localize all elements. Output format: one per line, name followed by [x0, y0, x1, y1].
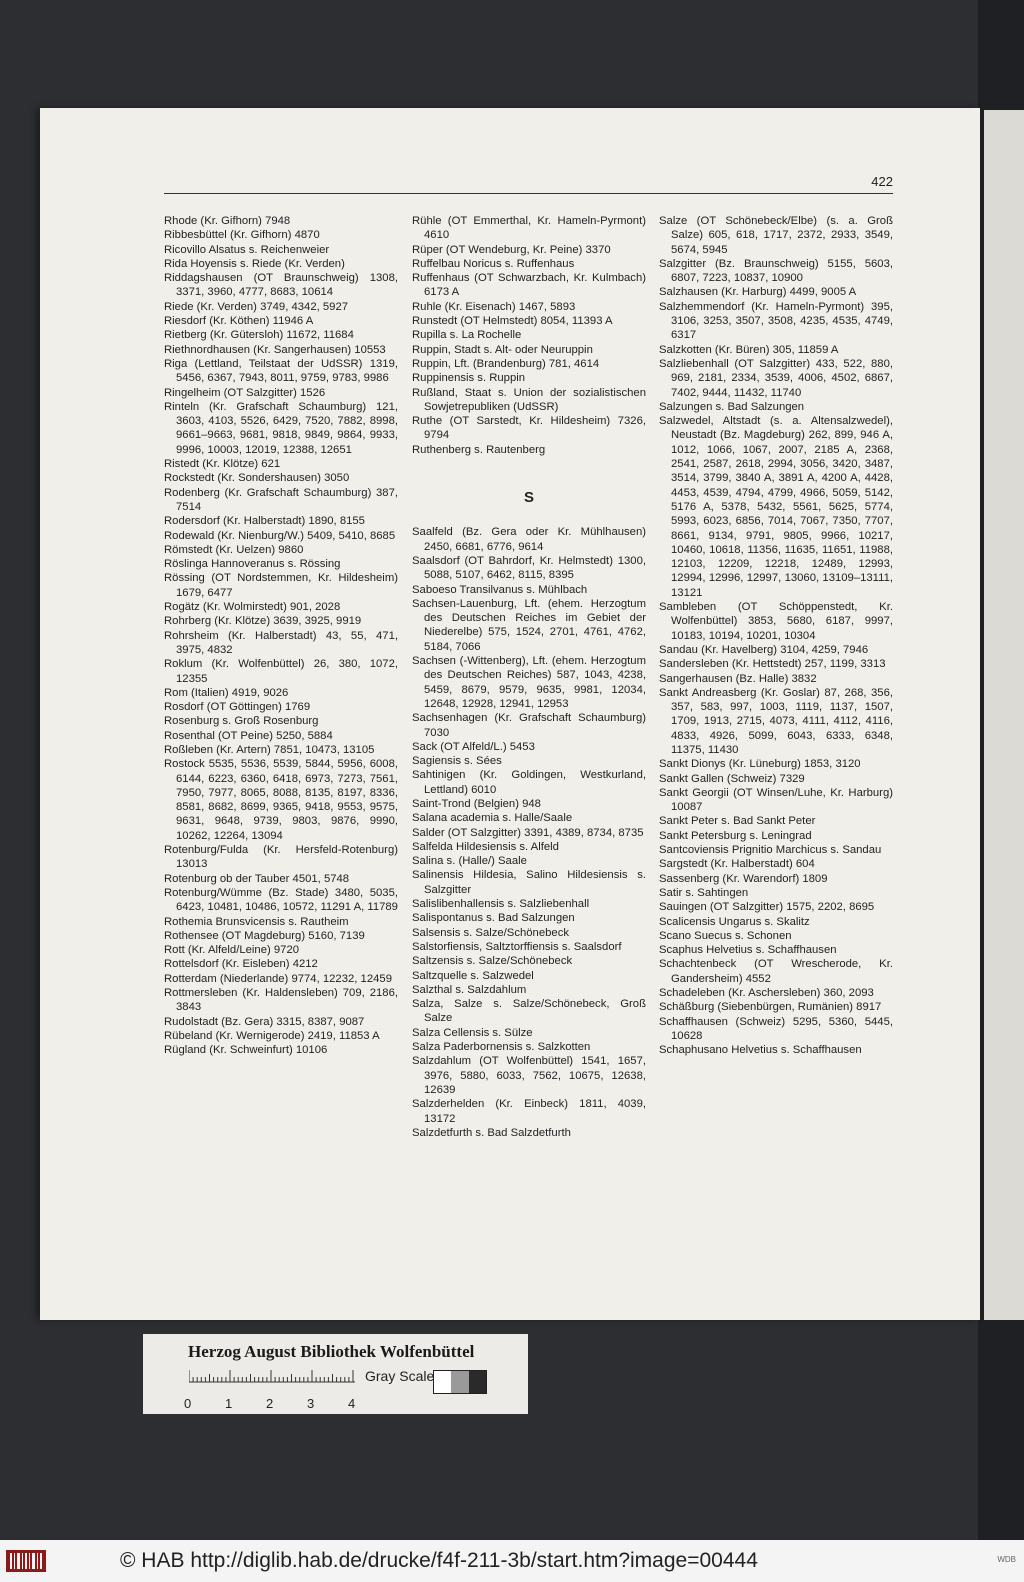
index-entry: Salzliebenhall (OT Salzgitter) 433, 522, 880, 969, 2181, 2334, 3539, 4006, 4502, 6867, 7402, 9444, 11432, 11740	[659, 357, 893, 399]
index-column-1	[164, 214, 398, 1058]
index-entry: Salzthal s. Salzdahlum	[412, 983, 527, 996]
index-entry: Salze (OT Schönebeck/Elbe) (s. a. Groß Salze) 605, 618, 1717, 2372, 2933, 3549, 5674, 5945	[659, 215, 893, 256]
index-entry: Sandersleben (Kr. Hettstedt) 257, 1199, 3313	[659, 658, 886, 671]
gray-swatch	[434, 1371, 451, 1393]
index-entry: Ruhle (Kr. Eisenach) 1467, 5893	[412, 300, 576, 313]
index-entry: Ruppinensis s. Ruppin	[412, 372, 526, 385]
index-entry: Salislibenhallensis s. Salzliebenhall	[412, 898, 590, 911]
index-entry: Saltzensis s. Salze/Schönebeck	[412, 955, 573, 968]
ruler-number: 3	[307, 1396, 315, 1411]
index-entry: Rotenburg/Wümme (Bz. Stade) 3480, 5035, 6423, 10481, 10486, 10572, 11291 A, 11789	[164, 886, 398, 914]
footer-mark: WDB	[997, 1555, 1016, 1564]
index-entry: Sachsenhagen (Kr. Grafschaft Schaumburg) 7030	[412, 712, 646, 739]
index-entry: Rotenburg ob der Tauber 4501, 5748	[164, 872, 350, 885]
index-entry: Salzderhelden (Kr. Einbeck) 1811, 4039, 13172	[412, 1098, 646, 1125]
index-entry: Rotenburg/Fulda (Kr. Hersfeld-Rotenburg) 13013	[164, 844, 398, 871]
index-column-3	[659, 214, 893, 1058]
index-entry: Sankt Gallen (Schweiz) 7329	[659, 772, 805, 785]
gray-scale-label: Gray Scale	[365, 1368, 435, 1384]
index-entry: Schaffhausen (Schweiz) 5295, 5360, 5445, 10628	[659, 1015, 893, 1042]
index-entry: Salispontanus s. Bad Salzungen	[412, 912, 575, 925]
index-entry: Rübeland (Kr. Wernigerode) 2419, 11853 A	[164, 1029, 380, 1042]
index-entry: Sambleben (OT Schöppenstedt, Kr. Wolfenbüttel) 3853, 5680, 6187, 9997, 10183, 10194, 10201, 10304	[659, 601, 893, 642]
index-entry: Rügland (Kr. Schweinfurt) 10106	[164, 1044, 328, 1057]
index-entry: Saint-Trond (Belgien) 948	[412, 797, 541, 810]
index-entry: Sagiensis s. Sées	[412, 755, 502, 768]
index-entry: Ruppin, Lft. (Brandenburg) 781, 4614	[412, 357, 600, 370]
index-entry: Rodenberg (Kr. Grafschaft Schaumburg) 387, 7514	[164, 486, 398, 513]
index-entry: Sankt Dionys (Kr. Lüneburg) 1853, 3120	[659, 758, 861, 771]
index-entry: Riddagshausen (OT Braunschweig) 1308, 3371, 3960, 4777, 8683, 10614	[164, 272, 398, 299]
index-entry: Salzhausen (Kr. Harburg) 4499, 9005 A	[659, 286, 857, 299]
index-entry: Rottmersleben (Kr. Haldensleben) 709, 2186, 3843	[164, 987, 398, 1014]
index-entry: Salstorfiensis, Saltztorffiensis s. Saalsdorf	[412, 940, 622, 953]
gray-scale-card	[143, 1334, 528, 1414]
index-entry: Rodewald (Kr. Nienburg/W.) 5409, 5410, 8685	[164, 529, 396, 542]
index-entry: Ringelheim (OT Salzgitter) 1526	[164, 386, 326, 399]
scale-ruler	[189, 1370, 355, 1392]
index-entry: Rotterdam (Niederlande) 9774, 12232, 12459	[164, 972, 392, 985]
index-entry: Rohrsheim (Kr. Halberstadt) 43, 55, 471, 3975, 4832	[164, 629, 398, 656]
index-entry: Schadeleben (Kr. Aschersleben) 360, 2093	[659, 987, 874, 1000]
index-entry: Ruthe (OT Sarstedt, Kr. Hildesheim) 7326, 9794	[412, 415, 646, 442]
hab-barcode-logo-icon	[6, 1550, 46, 1572]
index-entry: Riede (Kr. Verden) 3749, 4342, 5927	[164, 300, 349, 313]
index-entry: Salza, Salze s. Salze/Schönebeck, Groß Salze	[412, 998, 646, 1025]
index-entry: Rostock 5535, 5536, 5539, 5844, 5956, 6008, 6144, 6223, 6360, 6418, 6973, 7273, 7561, 7950, 7977, 8065, 8088, 8135, 8197, 8336, 8581, 8682, 8699, 9365, 9418, 9553, 9575, 9631, 9648, 9739, 9803, 9876, 9990, 10262, 12264, 13094	[164, 758, 398, 842]
index-entry: Schachtenbeck (OT Wrescherode, Kr. Gandersheim) 4552	[659, 958, 893, 985]
index-entry: Rothensee (OT Magdeburg) 5160, 7139	[164, 929, 365, 942]
index-entry: Saltzquelle s. Salzwedel	[412, 969, 534, 982]
index-entry: Sankt Petersburg s. Leningrad	[659, 829, 812, 842]
index-entry: Salinensis Hildesia, Salino Hildesiensis s. Salzgitter	[412, 869, 646, 896]
index-entry: Sangerhausen (Bz. Halle) 3832	[659, 672, 817, 685]
index-entry: Rupilla s. La Rochelle	[412, 329, 522, 342]
index-entry: Schäßburg (Siebenbürgen, Rumänien) 8917	[659, 1001, 882, 1014]
index-entry: Sassenberg (Kr. Warendorf) 1809	[659, 872, 828, 885]
index-entry: Rott (Kr. Alfeld/Leine) 9720	[164, 944, 300, 957]
index-entry: Schaphusano Helvetius s. Schaffhausen	[659, 1044, 862, 1057]
index-entry: Salder (OT Salzgitter) 3391, 4389, 8734, 8735	[412, 826, 644, 839]
index-entry: Sankt Peter s. Bad Sankt Peter	[659, 815, 816, 828]
ruler-number: 4	[348, 1396, 356, 1411]
gray-scale-swatches	[433, 1370, 487, 1394]
index-entry: Rühle (OT Emmerthal, Kr. Hameln-Pyrmont) 4610	[412, 215, 646, 242]
index-entry: Satir s. Sahtingen	[659, 886, 749, 899]
index-entry: Ricovillo Alsatus s. Reichenweier	[164, 243, 330, 256]
index-entry: Rida Hoyensis s. Riede (Kr. Verden)	[164, 257, 345, 270]
index-entry: Sahtinigen (Kr. Goldingen, Westkurland, Lettland) 6010	[412, 769, 646, 796]
ruler-number: 0	[184, 1396, 192, 1411]
index-entry: Scaphus Helvetius s. Schaffhausen	[659, 944, 837, 957]
index-entry: Rüper (OT Wendeburg, Kr. Peine) 3370	[412, 243, 611, 256]
index-entry: Rockstedt (Kr. Sondershausen) 3050	[164, 472, 350, 485]
index-entry: Rosdorf (OT Göttingen) 1769	[164, 701, 311, 714]
index-entry: Salzhemmendorf (Kr. Hameln-Pyrmont) 395, 3106, 3253, 3507, 3508, 4235, 4535, 4749, 6317	[659, 300, 893, 342]
index-entry: Rhode (Kr. Gifhorn) 7948	[164, 215, 291, 227]
index-entry: Sachsen (-Wittenberg), Lft. (ehem. Herzogtum des Deutschen Reiches) 587, 1043, 4238, 5459, 8679, 9579, 9635, 9981, 12034, 12648, 12928, 12941, 12953	[412, 655, 646, 710]
index-entry: Salzkotten (Kr. Büren) 305, 11859 A	[659, 343, 839, 356]
header-rule	[164, 193, 893, 194]
index-entry: Rietberg (Kr. Gütersloh) 11672, 11684	[164, 329, 354, 342]
index-entry: Ruffelbau Noricus s. Ruffenhaus	[412, 257, 575, 270]
index-entry: Runstedt (OT Helmstedt) 8054, 11393 A	[412, 315, 613, 328]
index-entry: Saalfeld (Bz. Gera oder Kr. Mühlhausen) 2450, 6681, 6776, 9614	[412, 526, 646, 553]
index-entry: Riesdorf (Kr. Köthen) 11946 A	[164, 315, 314, 328]
index-entry: Salfelda Hildesiensis s. Alfeld	[412, 840, 559, 853]
index-entry: Saboeso Transilvanus s. Mühlbach	[412, 583, 588, 596]
index-entry: Salzdetfurth s. Bad Salzdetfurth	[412, 1126, 571, 1139]
ruler-number: 1	[225, 1396, 233, 1411]
index-entry: Rosenburg s. Groß Rosenburg	[164, 715, 319, 728]
index-entry: Sauingen (OT Salzgitter) 1575, 2202, 8695	[659, 901, 875, 914]
index-entry: Rodersdorf (Kr. Halberstadt) 1890, 8155	[164, 515, 365, 528]
index-entry: Rosenthal (OT Peine) 5250, 5884	[164, 729, 333, 742]
index-entry: Ristedt (Kr. Klötze) 621	[164, 458, 281, 471]
index-entry: Santcoviensis Prignitio Marchicus s. Sandau	[659, 844, 882, 857]
page-number: 422	[871, 174, 893, 189]
index-entry: Salzdahlum (OT Wolfenbüttel) 1541, 1657, 3976, 5880, 6033, 7562, 10675, 12638, 12639	[412, 1055, 646, 1096]
index-entry: Roßleben (Kr. Artern) 7851, 10473, 13105	[164, 743, 375, 756]
index-entry: Ribbesbüttel (Kr. Gifhorn) 4870	[164, 229, 320, 242]
index-entry: Salsensis s. Salze/Schönebeck	[412, 926, 569, 939]
index-entry: Ruffenhaus (OT Schwarzbach, Kr. Kulmbach) 6173 A	[412, 272, 646, 299]
index-entry: Riga (Lettland, Teilstaat der UdSSR) 1319, 5456, 6367, 7943, 8011, 9759, 9783, 9986	[164, 357, 398, 385]
index-entry: Rom (Italien) 4919, 9026	[164, 686, 289, 699]
index-entry: Rohrberg (Kr. Klötze) 3639, 3925, 9919	[164, 615, 362, 628]
index-entry: Salza Cellensis s. Sülze	[412, 1026, 533, 1039]
index-entry: Rössing (OT Nordstemmen, Kr. Hildesheim) 1679, 6477	[164, 572, 398, 599]
index-entry: Rothemia Brunsvicensis s. Rautheim	[164, 915, 349, 928]
copyright-url: © HAB http://diglib.hab.de/drucke/f4f-211-3b/start.htm?image=00444	[120, 1549, 758, 1572]
index-entry: Salzungen s. Bad Salzungen	[659, 400, 805, 413]
section-letter: S	[523, 489, 534, 507]
index-entry: Sankt Georgii (OT Winsen/Luhe, Kr. Harburg) 10087	[659, 786, 893, 814]
index-entry: Saalsdorf (OT Bahrdorf, Kr. Helmstedt) 1300, 5088, 5107, 6462, 8115, 8395	[412, 554, 646, 582]
ruler-number: 2	[266, 1396, 274, 1411]
index-entry: Sargstedt (Kr. Halberstadt) 604	[659, 858, 815, 871]
index-entry: Sandau (Kr. Havelberg) 3104, 4259, 7946	[659, 643, 869, 656]
library-name: Herzog August Bibliothek Wolfenbüttel	[188, 1342, 475, 1361]
index-entry: Römstedt (Kr. Uelzen) 9860	[164, 543, 304, 556]
viewer-footer	[0, 1540, 1024, 1582]
index-column-2	[412, 214, 646, 1140]
index-entry: Salina s. (Halle/) Saale	[412, 855, 527, 868]
index-entry: Salzwedel, Altstadt (s. a. Altensalzwedel), Neustadt (Bz. Magdeburg) 262, 899, 946 A, 1012, 1066, 1067, 2007, 2185 A, 2368, 2541, 2587, 2618, 2994, 3056, 3420, 3487, 3514, 3799, 3840 A, 3891 A, 4200 A, 4428, 4453, 4539, 4794, 4799, 4966, 5059, 5142, 5176 A, 5378, 5432, 5561, 5625, 5774, 5993, 6023, 6856, 7014, 7067, 7350, 7707, 8661, 9134, 9791, 9805, 9966, 10217, 10460, 10618, 11356, 11635, 11651, 11988, 12103, 12209, 12218, 12489, 12993, 12994, 12996, 12997, 13060, 13109–13111, 13121	[659, 415, 893, 599]
index-entry: Scalicensis Ungarus s. Skalitz	[659, 915, 810, 928]
gray-swatch	[469, 1371, 486, 1393]
index-entry: Röslinga Hannoveranus s. Rössing	[164, 558, 341, 571]
index-entry: Sankt Andreasberg (Kr. Goslar) 87, 268, 356, 357, 583, 997, 1003, 1119, 1137, 1507, 1709, 1913, 2715, 4073, 4111, 4112, 4116, 4833, 4926, 5099, 6043, 6333, 6348, 11375, 11430	[659, 686, 893, 756]
index-entry: Rinteln (Kr. Grafschaft Schaumburg) 121, 3603, 4103, 5526, 6429, 7520, 7882, 8998, 9661–9663, 9681, 9818, 9849, 9864, 9933, 9996, 10003, 12019, 12388, 12651	[164, 400, 398, 456]
index-entry: Rudolstadt (Bz. Gera) 3315, 8387, 9087	[164, 1015, 365, 1028]
index-entry: Rußland, Staat s. Union der sozialistischen Sowjetrepubliken (UdSSR)	[412, 386, 646, 413]
index-entry: Roklum (Kr. Wolfenbüttel) 26, 380, 1072, 12355	[164, 658, 398, 685]
index-entry: Rogätz (Kr. Wolmirstedt) 901, 2028	[164, 601, 341, 614]
index-entry: Salana academia s. Halle/Saale	[412, 812, 573, 825]
index-entry: Sack (OT Alfeld/L.) 5453	[412, 740, 535, 753]
index-entry: Ruthenberg s. Rautenberg	[412, 443, 546, 456]
gray-swatch	[451, 1371, 468, 1393]
index-entry: Salza Paderbornensis s. Salzkotten	[412, 1041, 591, 1054]
index-entry: Ruppin, Stadt s. Alt- oder Neuruppin	[412, 343, 593, 356]
index-entry: Rottelsdorf (Kr. Eisleben) 4212	[164, 958, 318, 971]
index-entry: Scano Suecus s. Schonen	[659, 929, 792, 942]
index-entry: Riethnordhausen (Kr. Sangerhausen) 10553	[164, 343, 386, 356]
index-entry: Salzgitter (Bz. Braunschweig) 5155, 5603, 6807, 7223, 10837, 10900	[659, 257, 893, 285]
index-entry: Sachsen-Lauenburg, Lft. (ehem. Herzogtum des Deutschen Reiches im Gebiet der Niederelbe) 575, 1524, 2701, 4761, 4762, 5184, 7066	[412, 597, 646, 653]
next-page-edge	[984, 110, 1024, 1320]
